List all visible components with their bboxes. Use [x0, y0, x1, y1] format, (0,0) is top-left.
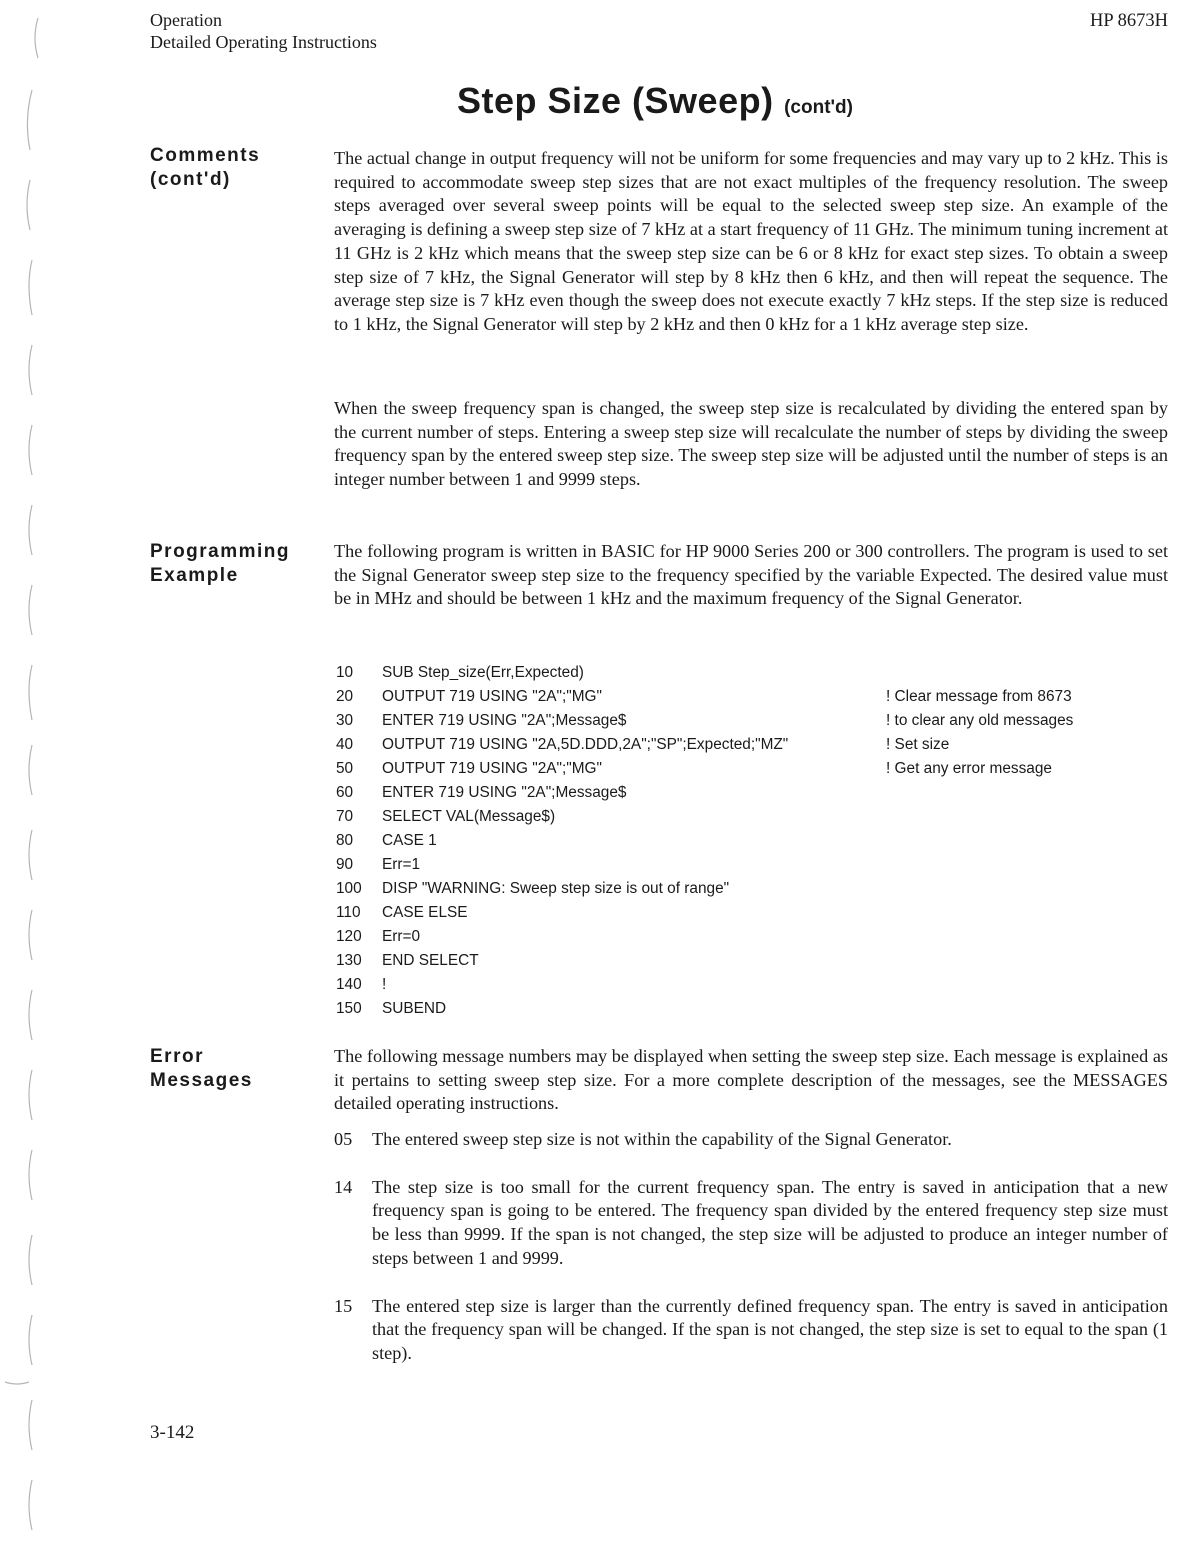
error-message-item: [334, 1295, 1168, 1366]
page-title-main: Step Size (Sweep): [457, 80, 774, 121]
code-line-number: 60: [336, 784, 354, 801]
label-line: Programming: [150, 541, 291, 562]
code-line-number: 120: [336, 928, 362, 945]
code-statement: SUB Step_size(Err,Expected): [382, 664, 584, 681]
code-line: [336, 709, 1166, 733]
code-line: [336, 997, 1166, 1021]
programming-intro: The following program is written in BASIC for HP 9000 Series 200 or 300 controllers. The program is used to set the Signal Generator sweep step size to the frequency specified by the variable Expected. The desired value must be in MHz and should be between 1 kHz and the maximum frequency of the Signal Generator.: [334, 541, 1168, 609]
code-statement: OUTPUT 719 USING "2A,5D.DDD,2A";"SP";Expected;"MZ": [382, 736, 789, 753]
code-statement: ENTER 719 USING "2A";Message$: [382, 784, 627, 801]
code-comment: ! Get any error message: [886, 760, 1052, 777]
code-line: [336, 925, 1166, 949]
code-line: [336, 661, 1166, 685]
error-message-number: 15: [334, 1295, 353, 1316]
error-message-number: 14: [334, 1176, 353, 1197]
code-line: [336, 949, 1166, 973]
code-line: [336, 805, 1166, 829]
code-line-number: 130: [336, 952, 362, 969]
code-statement: Err=1: [382, 856, 421, 873]
code-line-number: 80: [336, 832, 354, 849]
code-statement: Err=0: [382, 928, 421, 945]
code-statement: ENTER 719 USING "2A";Message$: [382, 712, 627, 729]
code-line-number: 100: [336, 880, 362, 897]
code-statement: OUTPUT 719 USING "2A";"MG": [382, 688, 602, 705]
running-header-model: HP 8673H: [1090, 11, 1168, 31]
code-line: [336, 973, 1166, 997]
page-number: 3-142: [150, 1422, 195, 1443]
section-label-programming: [150, 540, 325, 588]
code-line: [336, 829, 1166, 853]
comments-paragraph-2: When the sweep frequency span is changed, the sweep step size is recalculated by dividing the entered span by the current number of steps. Entering a sweep step size will recalculate the number of steps by dividing the sweep frequency span by the entered sweep step size. The sweep step size will be adjusted until the number of steps is an integer number between 1 and 9999 steps.: [334, 398, 1168, 490]
code-line: [336, 733, 1166, 757]
label-line: Comments: [150, 145, 261, 166]
code-statement: !: [382, 976, 387, 993]
code-statement: DISP "WARNING: Sweep step size is out of range": [382, 880, 730, 897]
code-line-number: 20: [336, 688, 354, 705]
error-message-list: [334, 1128, 1168, 1366]
code-line: [336, 853, 1166, 877]
error-message-item: [334, 1176, 1168, 1271]
code-line-number: 90: [336, 856, 354, 873]
error-message-text: The entered sweep step size is not within the capability of the Signal Generator.: [372, 1129, 952, 1149]
code-line-number: 40: [336, 736, 354, 753]
section-label-comments: [150, 144, 325, 192]
error-message-number: 05: [334, 1129, 353, 1149]
code-statement: OUTPUT 719 USING "2A";"MG": [382, 760, 602, 777]
code-line: [336, 781, 1166, 805]
code-listing: [336, 661, 1166, 1021]
comments-paragraph-1: The actual change in output frequency will not be uniform for some frequencies and may vary up to 2 kHz. This is required to accommodate sweep step sizes that are not exact multiples of the frequency resolution. The sweep steps averaged over several sweep points will be equal to the selected sweep step size. An example of the averaging is defining a sweep step size of 7 kHz at a start frequency of 11 GHz. The minimum tuning increment at 11 GHz is 2 kHz which means that the sweep step size can be 6 or 8 kHz for exact step sizes. To obtain a sweep step size of 7 kHz, the Signal Generator will step by 8 kHz then 6 kHz, and then will repeat the sequence. The average step size is 7 kHz even though the sweep does not execute exactly 7 kHz steps. If the step size is reduced to 1 kHz, the Signal Generator will step by 2 kHz and then 0 kHz for a 1 kHz average step size.: [334, 148, 1168, 334]
code-comment: ! Clear message from 8673: [886, 688, 1072, 705]
code-line-number: 150: [336, 1000, 362, 1017]
label-line: Example: [150, 565, 239, 586]
code-line: [336, 757, 1166, 781]
error-message-text: The entered step size is larger than the currently defined frequency span. The entry is saved in anticipation that the frequency span will be changed. If the span is not changed, the step size is set to equal to the span (1 step).: [372, 1295, 1168, 1363]
header-section: Operation: [150, 10, 222, 30]
page-title-suffix: (cont'd): [784, 97, 853, 118]
code-comment: ! Set size: [886, 736, 950, 753]
error-message-text: The step size is too small for the current frequency span. The entry is saved in anticipation that a new frequency span is going to be entered. The frequency span divided by the entered frequency step size must be less than 9999. If the span is not changed, the step size will be adjusted to produce an integer number of steps between 1 and 9999.: [372, 1176, 1168, 1268]
code-statement: CASE ELSE: [382, 904, 468, 921]
code-statement: SUBEND: [382, 1000, 447, 1017]
label-line: Error: [150, 1046, 204, 1067]
label-line: (cont'd): [150, 169, 231, 190]
code-line: [336, 877, 1166, 901]
code-line: [336, 901, 1166, 925]
code-statement: SELECT VAL(Message$): [382, 808, 556, 825]
code-line-number: 50: [336, 760, 354, 777]
running-header-left: [150, 9, 377, 53]
errors-intro: The following message numbers may be displayed when setting the sweep step size. Each message is explained as it pertains to setting sweep step size. For a more complete description of the messages, see the MESSAGES detailed operating instructions.: [334, 1046, 1168, 1114]
label-line: Messages: [150, 1070, 253, 1091]
code-statement: END SELECT: [382, 952, 479, 969]
code-line-number: 70: [336, 808, 354, 825]
page-title: [0, 80, 1200, 122]
code-line-number: 140: [336, 976, 362, 993]
code-comment: ! to clear any old messages: [886, 712, 1074, 729]
section-label-errors: [150, 1045, 325, 1093]
code-line-number: 110: [336, 904, 361, 921]
code-line: [336, 685, 1166, 709]
code-statement: CASE 1: [382, 832, 437, 849]
binding-edge-marks: [0, 0, 45, 1568]
error-message-item: [334, 1128, 1168, 1152]
header-subsection: Detailed Operating Instructions: [150, 32, 377, 52]
code-line-number: 10: [336, 664, 354, 681]
code-line-number: 30: [336, 712, 354, 729]
